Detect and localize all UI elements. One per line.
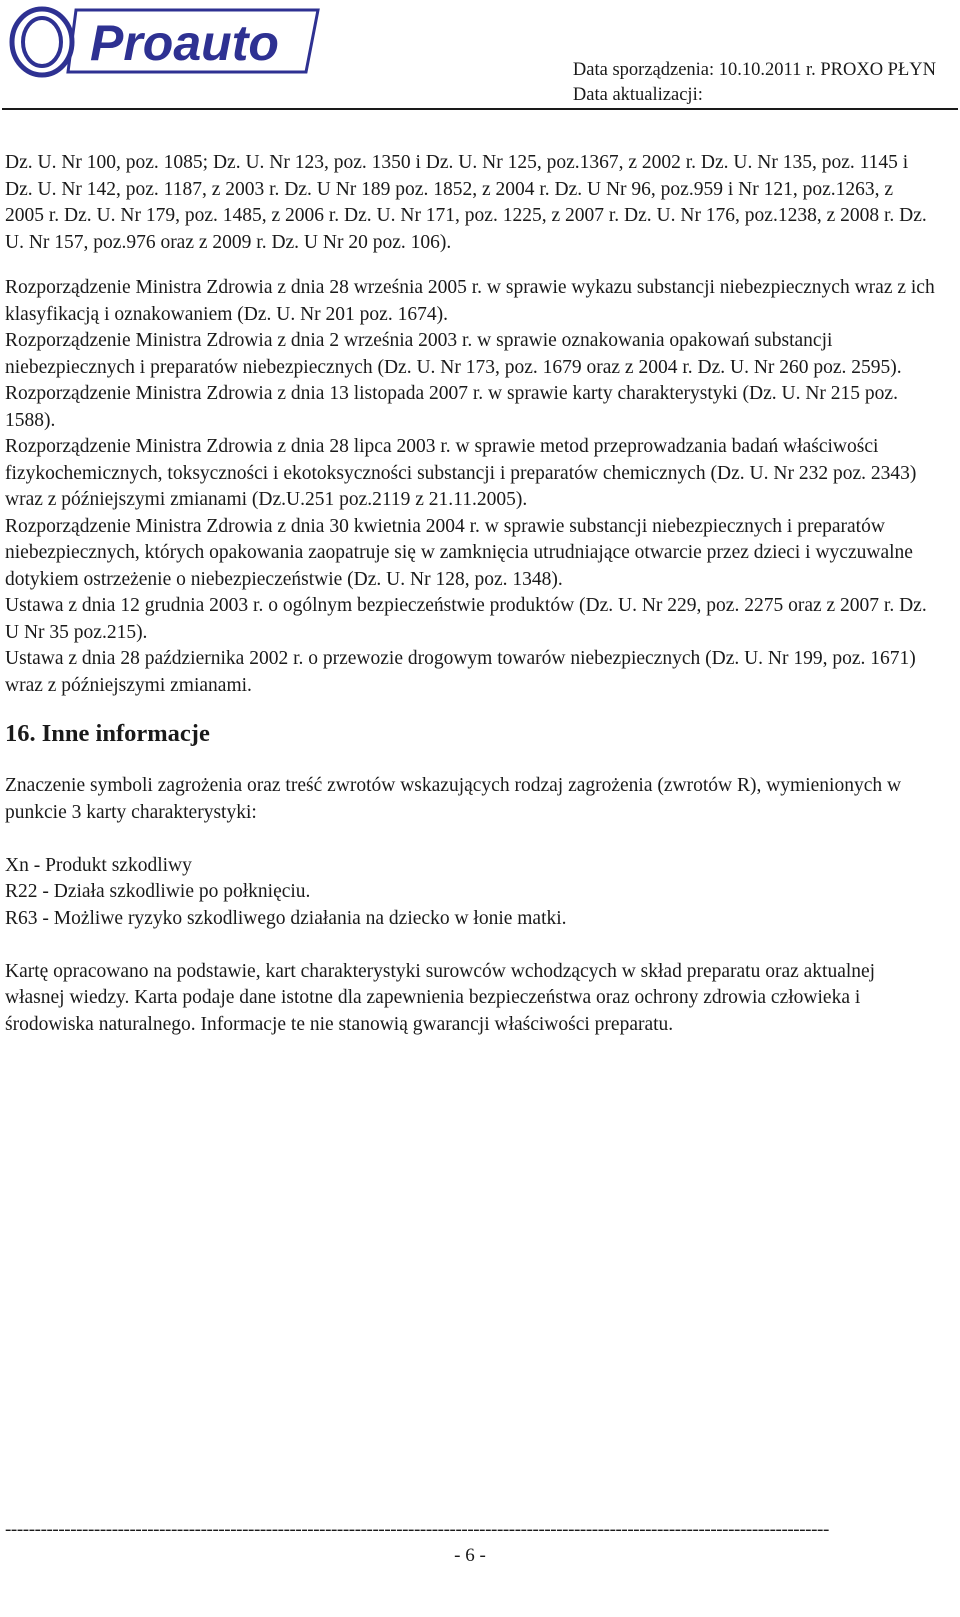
section-heading: 16. Inne informacje bbox=[5, 720, 210, 747]
symbols-intro: Znaczenie symboli zagrożenia oraz treść zwrotów wskazujących rodzaj zagrożenia (zwrotów R), wymienionych w punkcie 3 karty charakterystyki: bbox=[5, 775, 902, 823]
header-divider bbox=[2, 108, 958, 110]
page-header bbox=[0, 0, 960, 112]
page-number: - 6 - bbox=[454, 1545, 486, 1566]
page-footer bbox=[5, 1518, 935, 1568]
updated-date-line: Data aktualizacji: bbox=[572, 85, 703, 105]
hazard-symbol-item: Xn - Produkt szkodliwy bbox=[5, 854, 192, 876]
document-body bbox=[5, 150, 935, 1038]
svg-text:Proauto: Proauto bbox=[90, 15, 279, 71]
risk-phrase-item: R22 - Działa szkodliwie po połknięciu. bbox=[5, 881, 311, 902]
prepared-date-line: Data sporządzenia: 10.10.2011 r. PROXO PŁYN bbox=[572, 60, 936, 80]
proauto-logo bbox=[6, 4, 326, 78]
regulation-item: Rozporządzenie Ministra Zdrowia z dnia 30 kwietnia 2004 r. w sprawie substancji niebezpiecznych i preparatów niebezpiecznych, których opakowania zaopatruje się w zamknięcia utrudniające otwarcie przez dzieci i wyczuwalne dotykiem ostrzeżenie o niebezpieczeństwie (Dz. U. Nr 128, poz. 1348). bbox=[5, 515, 913, 590]
regulation-item: Rozporządzenie Ministra Zdrowia z dnia 28 lipca 2003 r. w sprawie metod przeprowadzania badań właściwości fizykochemicznych, toksyczności i ekotoksyczności substancji i preparatów chemicznych (Dz. U. Nr 232 poz. 2343) wraz z późniejszymi zmianami (Dz.U.251 poz.2119 z 21.11.2005). bbox=[5, 436, 917, 510]
regulation-item: Rozporządzenie Ministra Zdrowia z dnia 28 września 2005 r. w sprawie wykazu substancji niebezpiecznych wraz z ich klasyfikacją i oznakowaniem (Dz. U. Nr 201 poz. 1674). bbox=[5, 277, 935, 325]
risk-phrase-item: R63 - Możliwe ryzyko szkodliwego działania na dziecko w łonie matki. bbox=[5, 907, 567, 929]
legal-references-continued: Dz. U. Nr 100, poz. 1085; Dz. U. Nr 123, poz. 1350 i Dz. U. Nr 125, poz.1367, z 2002 r. Dz. U. Nr 135, poz. 1145 i Dz. U. Nr 142, poz. 1187, z 2003 r. Dz. U Nr 189 poz. 1852, z 2004 r. Dz. U Nr 96, poz.959 i Nr 121, poz.1263, z 2005 r. Dz. U. Nr 179, poz. 1485, z 2006 r. Dz. U. Nr 171, poz. 1225, z 2007 r. Dz. U. Nr 176, poz.1238, z 2008 r. Dz. U. Nr 157, poz.976 oraz z 2009 r. Dz. U Nr 20 poz. 106). bbox=[5, 152, 927, 253]
footer-separator: ------------------------------------------------------------------------------------------------------------------------------------------- bbox=[5, 1519, 829, 1540]
regulation-item: Ustawa z dnia 12 grudnia 2003 r. o ogólnym bezpieczeństwie produktów (Dz. U. Nr 229, poz. 2275 oraz z 2007 r. Dz. U Nr 35 poz.215). bbox=[5, 595, 927, 643]
regulation-item: Rozporządzenie Ministra Zdrowia z dnia 2 września 2003 r. w sprawie oznakowania opakowań substancji niebezpiecznych i preparatów niebezpiecznych (Dz. U. Nr 173, poz. 1679 oraz z 2004 r. Dz. U. Nr 260 poz. 2595). bbox=[5, 330, 902, 378]
regulation-item: Rozporządzenie Ministra Zdrowia z dnia 13 listopada 2007 r. w sprawie karty charakterystyki (Dz. U. Nr 215 poz. 1588). bbox=[5, 383, 898, 431]
regulation-item: Ustawa z dnia 28 października 2002 r. o przewozie drogowym towarów niebezpiecznych (Dz. U. Nr 199, poz. 1671) wraz z późniejszymi zmianami. bbox=[5, 648, 916, 696]
document-dates bbox=[573, 58, 936, 108]
closing-note: Kartę opracowano na podstawie, kart charakterystyki surowców wchodzących w skład preparatu oraz aktualnej własnej wiedzy. Karta podaje dane istotne dla zapewnienia bezpieczeństwa oraz ochrony zdrowia człowieka i środowiska naturalnego. Informacje te nie stanowią gwarancji właściwości preparatu. bbox=[5, 960, 876, 1035]
